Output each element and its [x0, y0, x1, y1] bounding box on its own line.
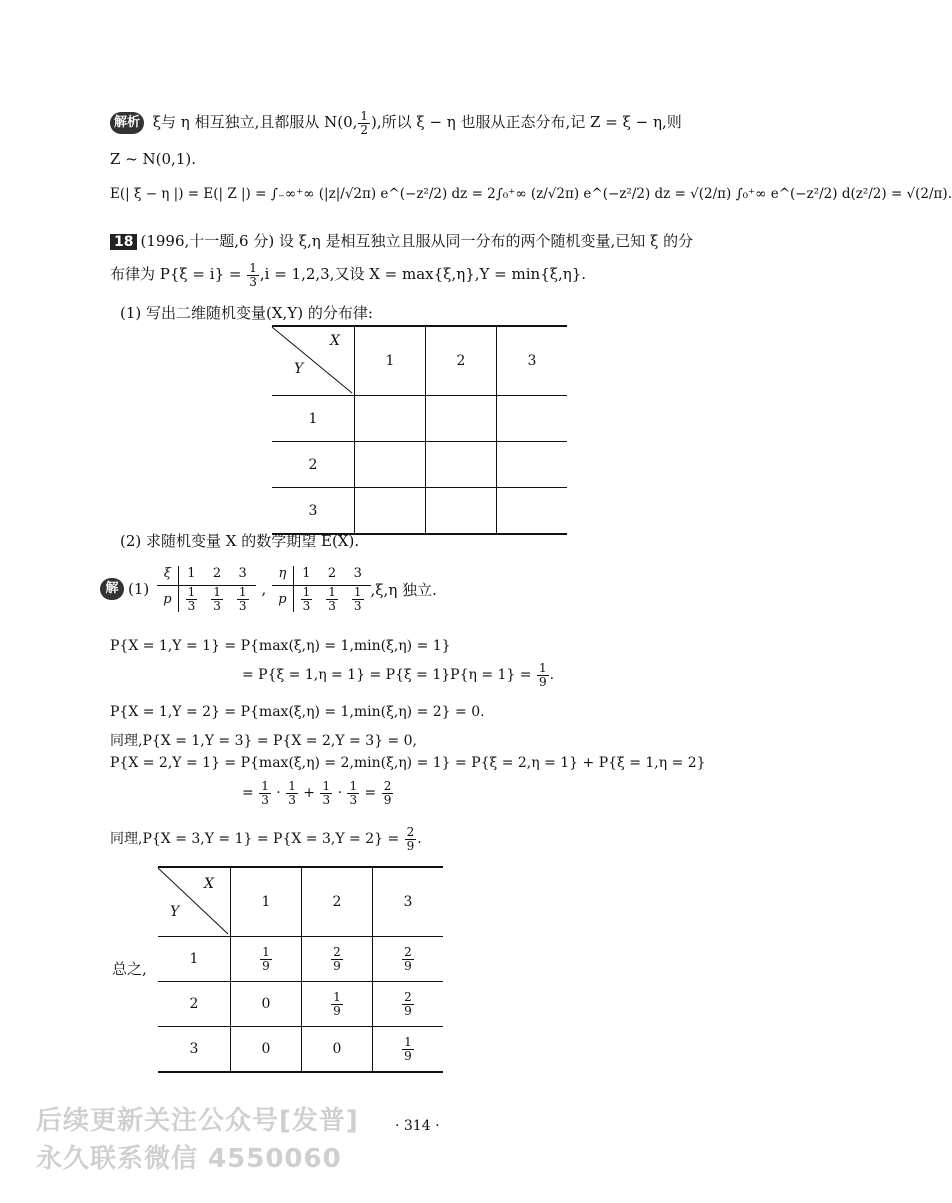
problem-part2: (2) 求随机变量 X 的数学期望 E(X). — [120, 532, 360, 550]
watermark-line2: 永久联系微信 4550060 — [36, 1144, 342, 1174]
jiexi-badge: 解析 — [110, 112, 144, 134]
xi-distribution: ξ 1 2 3 p $\frac{1}{3}$ $\frac{1}{3}$ $\frac{1}{3}$ — [157, 566, 255, 612]
eq4: 同理,P{X = 1,Y = 3} = P{X = 2,Y = 3} = 0, — [110, 733, 418, 749]
half-fraction: $\frac{1}{2}$ — [360, 109, 369, 137]
blank-distribution-table: X Y 1 2 3 1 2 3 — [272, 325, 567, 535]
problem-number: 18 — [110, 234, 137, 250]
jie-badge: 解 — [100, 578, 124, 600]
eta-distribution: η 1 2 3 p $\frac{1}{3}$ $\frac{1}{3}$ $\frac{1}{3}$ — [272, 566, 370, 612]
problem-line1: 18 (1996,十一题,6 分) 设 ξ,η 是相互独立且服从同一分布的两个随机变量,已知 ξ 的分 — [110, 230, 693, 251]
page-number: · 314 · — [395, 1118, 440, 1134]
result-diagonal-header: X Y — [158, 867, 231, 937]
watermark-line1: 后续更新关注公众号[发普] — [36, 1106, 359, 1136]
solution1-line2: Z ~ N(0,1). — [110, 150, 196, 168]
summary-label: 总之, — [112, 960, 147, 978]
solution1-integral-line: E(| ξ − η |) = E(| Z |) = ∫₋∞⁺∞ (|z|/√2π) e^(−z²/2) dz = 2∫₀⁺∞ (z/√2π) e^(−z²/2) dz = √(2/π) ∫₀⁺∞ e^(−z²/2) d(z²/2) = √(2/π). — [110, 186, 952, 202]
solution1-line1: 解析 ξ与 η 相互独立,且都服从 N(0, $\frac{1}{2}$ ),所以 ξ − η 也服从正态分布,记 Z = ξ − η,则 — [110, 110, 682, 136]
solution2-distributions: 解 (1) ξ 1 2 3 p $\frac{1}{3}$ $\frac{1}{3}$ $\frac{1}{3}$ , η 1 2 3 p $\frac{1}{3}$ $\frac{1}{3}$ $\frac{1}{3}$ ,ξ,η 独立. — [100, 560, 437, 618]
eq5: P{X = 2,Y = 1} = P{max(ξ,η) = 2,min(ξ,η) = 1} = P{ξ = 2,η = 1} + P{ξ = 1,η = 2} — [110, 755, 706, 771]
eq1: P{X = 1,Y = 1} = P{max(ξ,η) = 1,min(ξ,η) = 1} — [110, 638, 451, 654]
eq2: = P{ξ = 1,η = 1} = P{ξ = 1}P{η = 1} = $\frac{1}{9}$ . — [242, 661, 555, 689]
third-fraction: $\frac{1}{3}$ — [249, 261, 257, 289]
eq7: 同理,P{X = 3,Y = 1} = P{X = 3,Y = 2} = $\frac{2}{9}$ . — [110, 825, 422, 853]
result-distribution-table: X Y 1 2 3 1 $\frac{1}{9}$ $\frac{2}{9}$ $\frac{2}{9}$ 2 0 $\frac{1}{9}$ $\frac{2}{9}$ 3 0 0 $\frac{1}{9}$ — [158, 866, 443, 1073]
problem-part1: (1) 写出二维随机变量(X,Y) 的分布律: — [120, 304, 373, 322]
problem-line2: 布律为 P{ξ = i} = $\frac{1}{3}$ ,i = 1,2,3,又设 X = max{ξ,η},Y = min{ξ,η}. — [110, 261, 587, 289]
eq6: = $\frac{1}{3}$ · $\frac{1}{3}$ + $\frac{1}{3}$ · $\frac{1}{3}$ = $\frac{2}{9}$ — [242, 779, 392, 807]
diagonal-header-cell: X Y — [272, 326, 355, 396]
eq3: P{X = 1,Y = 2} = P{max(ξ,η) = 1,min(ξ,η) = 2} = 0. — [110, 704, 485, 720]
